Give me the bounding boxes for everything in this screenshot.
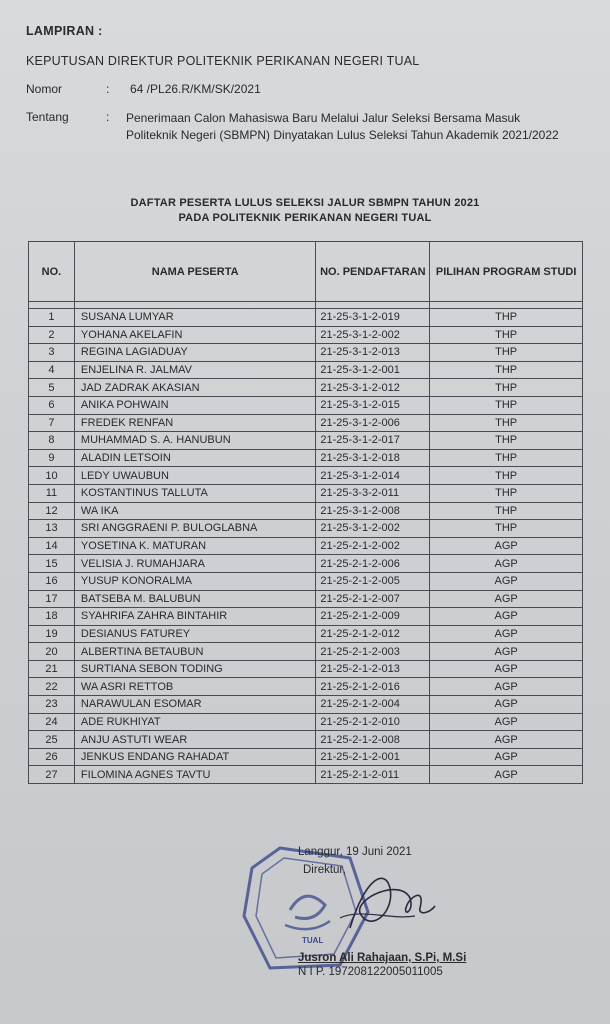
- cell-no: 17: [29, 590, 75, 608]
- signature-icon: [330, 858, 450, 948]
- cell-name: JAD ZADRAK AKASIAN: [74, 379, 315, 397]
- cell-program: THP: [430, 326, 583, 344]
- table-row: [29, 731, 583, 749]
- cell-program: AGP: [430, 731, 583, 749]
- cell-program: AGP: [430, 643, 583, 661]
- cell-no: 18: [29, 608, 75, 626]
- cell-no: 21: [29, 660, 75, 678]
- cell-name: LEDY UWAUBUN: [74, 467, 315, 485]
- cell-no: 24: [29, 713, 75, 731]
- table-body: [29, 302, 583, 784]
- cell-program: THP: [430, 432, 583, 450]
- cell-no: 3: [29, 344, 75, 362]
- table-row: [29, 309, 583, 327]
- cell-program: THP: [430, 502, 583, 520]
- place-date: Langgur, 19 Juni 2021: [298, 846, 412, 858]
- table-row: [29, 520, 583, 538]
- cell-program: THP: [430, 484, 583, 502]
- cell-registration: 21-25-2-1-2-005: [316, 572, 430, 590]
- cell-registration: 21-25-2-1-2-012: [316, 625, 430, 643]
- cell-registration: 21-25-2-1-2-010: [316, 713, 430, 731]
- cell-program: THP: [430, 379, 583, 397]
- cell-program: THP: [430, 309, 583, 327]
- cell-program: THP: [430, 449, 583, 467]
- cell-name: SYAHRIFA ZAHRA BINTAHIR: [74, 608, 315, 626]
- cell-registration: 21-25-2-1-2-007: [316, 590, 430, 608]
- cell-no: 27: [29, 766, 75, 784]
- table-row: [29, 748, 583, 766]
- cell-program: THP: [430, 467, 583, 485]
- table-row: [29, 344, 583, 362]
- cell-program: AGP: [430, 766, 583, 784]
- cell-no: 16: [29, 572, 75, 590]
- signer-name: Jusron Ali Rahajaan, S.Pi, M.Si: [298, 952, 467, 964]
- cell-program: AGP: [430, 590, 583, 608]
- cell-registration: 21-25-3-1-2-008: [316, 502, 430, 520]
- table-row: [29, 572, 583, 590]
- signer-nip: N I P. 197208122005011005: [298, 966, 443, 978]
- cell-name: SRI ANGGRAENI P. BULOGLABNA: [74, 520, 315, 538]
- header-registration: NO. PENDAFTARAN: [316, 242, 430, 302]
- cell-no: 8: [29, 432, 75, 450]
- table-spacer-row: [29, 302, 583, 309]
- cell-registration: 21-25-2-1-2-004: [316, 696, 430, 714]
- table-row: [29, 361, 583, 379]
- cell-registration: 21-25-2-1-2-016: [316, 678, 430, 696]
- table-row: [29, 449, 583, 467]
- cell-name: REGINA LAGIADUAY: [74, 344, 315, 362]
- table-row: [29, 766, 583, 784]
- cell-name: WA IKA: [74, 502, 315, 520]
- table-row: [29, 414, 583, 432]
- cell-program: AGP: [430, 572, 583, 590]
- cell-program: THP: [430, 344, 583, 362]
- nomor-label: Nomor: [26, 82, 63, 96]
- cell-name: ENJELINA R. JALMAV: [74, 361, 315, 379]
- cell-program: THP: [430, 361, 583, 379]
- cell-registration: 21-25-2-1-2-002: [316, 537, 430, 555]
- table-row: [29, 484, 583, 502]
- cell-program: AGP: [430, 625, 583, 643]
- cell-name: KOSTANTINUS TALLUTA: [74, 484, 315, 502]
- cell-no: 11: [29, 484, 75, 502]
- signer-position: Direktur,: [303, 864, 346, 876]
- nomor-value: 64 /PL26.R/KM/SK/2021: [130, 82, 261, 96]
- cell-name: ANIKA POHWAIN: [74, 396, 315, 414]
- cell-name: VELISIA J. RUMAHJARA: [74, 555, 315, 573]
- table-row: [29, 660, 583, 678]
- lampiran-label: LAMPIRAN :: [26, 24, 103, 38]
- table-row: [29, 502, 583, 520]
- cell-registration: 21-25-3-1-2-002: [316, 326, 430, 344]
- cell-no: 1: [29, 309, 75, 327]
- cell-name: ALBERTINA BETAUBUN: [74, 643, 315, 661]
- cell-program: THP: [430, 414, 583, 432]
- cell-program: THP: [430, 396, 583, 414]
- cell-name: YOSETINA K. MATURAN: [74, 537, 315, 555]
- table-row: [29, 590, 583, 608]
- cell-name: DESIANUS FATUREY: [74, 625, 315, 643]
- header-program: PILIHAN PROGRAM STUDI: [430, 242, 583, 302]
- cell-registration: 21-25-3-1-2-013: [316, 344, 430, 362]
- table-row: [29, 396, 583, 414]
- cell-registration: 21-25-3-3-2-011: [316, 484, 430, 502]
- cell-program: AGP: [430, 748, 583, 766]
- table-header-row: [29, 242, 583, 302]
- cell-no: 20: [29, 643, 75, 661]
- cell-no: 19: [29, 625, 75, 643]
- cell-name: BATSEBA M. BALUBUN: [74, 590, 315, 608]
- cell-no: 25: [29, 731, 75, 749]
- cell-name: ANJU ASTUTI WEAR: [74, 731, 315, 749]
- cell-name: MUHAMMAD S. A. HANUBUN: [74, 432, 315, 450]
- cell-program: AGP: [430, 555, 583, 573]
- cell-registration: 21-25-3-1-2-006: [316, 414, 430, 432]
- list-title-line2: PADA POLITEKNIK PERIKANAN NEGERI TUAL: [178, 212, 432, 224]
- cell-registration: 21-25-3-1-2-012: [316, 379, 430, 397]
- cell-name: ALADIN LETSOIN: [74, 449, 315, 467]
- cell-registration: 21-25-3-1-2-015: [316, 396, 430, 414]
- cell-no: 7: [29, 414, 75, 432]
- list-title-line1: DAFTAR PESERTA LULUS SELEKSI JALUR SBMPN TAHUN 2021: [130, 197, 480, 209]
- cell-no: 5: [29, 379, 75, 397]
- cell-no: 4: [29, 361, 75, 379]
- cell-registration: 21-25-3-1-2-018: [316, 449, 430, 467]
- decree-title: KEPUTUSAN DIREKTUR POLITEKNIK PERIKANAN NEGERI TUAL: [26, 54, 420, 68]
- cell-no: 22: [29, 678, 75, 696]
- table-row: [29, 537, 583, 555]
- stamp-text: TUAL: [302, 936, 324, 945]
- cell-name: YUSUP KONORALMA: [74, 572, 315, 590]
- table-row: [29, 326, 583, 344]
- cell-name: JENKUS ENDANG RAHADAT: [74, 748, 315, 766]
- cell-registration: 21-25-2-1-2-009: [316, 608, 430, 626]
- header-name: NAMA PESERTA: [74, 242, 315, 302]
- table-row: [29, 432, 583, 450]
- table-row: [29, 643, 583, 661]
- cell-program: AGP: [430, 713, 583, 731]
- cell-registration: 21-25-3-1-2-001: [316, 361, 430, 379]
- cell-name: YOHANA AKELAFIN: [74, 326, 315, 344]
- cell-name: SUSANA LUMYAR: [74, 309, 315, 327]
- cell-name: NARAWULAN ESOMAR: [74, 696, 315, 714]
- cell-program: AGP: [430, 678, 583, 696]
- tentang-label: Tentang: [26, 110, 69, 124]
- tentang-value: Penerimaan Calon Mahasiswa Baru Melalui Jalur Seleksi Bersama Masuk Politeknik Negeri (SBMPN) Dinyatakan Lulus Seleksi Tahun Akademik 2021/2022: [126, 111, 559, 142]
- table-row: [29, 379, 583, 397]
- cell-registration: 21-25-2-1-2-008: [316, 731, 430, 749]
- cell-no: 14: [29, 537, 75, 555]
- cell-name: SURTIANA SEBON TODING: [74, 660, 315, 678]
- cell-registration: 21-25-2-1-2-013: [316, 660, 430, 678]
- table-row: [29, 625, 583, 643]
- cell-registration: 21-25-3-1-2-014: [316, 467, 430, 485]
- cell-no: 26: [29, 748, 75, 766]
- tentang-colon: :: [106, 110, 110, 124]
- table-row: [29, 678, 583, 696]
- cell-name: FREDEK RENFAN: [74, 414, 315, 432]
- table-row: [29, 608, 583, 626]
- cell-name: WA ASRI RETTOB: [74, 678, 315, 696]
- cell-registration: 21-25-2-1-2-003: [316, 643, 430, 661]
- participants-table: [28, 241, 583, 784]
- table-row: [29, 713, 583, 731]
- cell-no: 9: [29, 449, 75, 467]
- cell-name: ADE RUKHIYAT: [74, 713, 315, 731]
- cell-no: 13: [29, 520, 75, 538]
- nomor-colon: :: [106, 82, 110, 96]
- table-row: [29, 555, 583, 573]
- cell-no: 15: [29, 555, 75, 573]
- table-row: [29, 696, 583, 714]
- cell-no: 10: [29, 467, 75, 485]
- cell-registration: 21-25-3-1-2-019: [316, 309, 430, 327]
- cell-program: AGP: [430, 608, 583, 626]
- cell-no: 2: [29, 326, 75, 344]
- cell-program: THP: [430, 520, 583, 538]
- cell-program: AGP: [430, 696, 583, 714]
- header-no: NO.: [29, 242, 75, 302]
- cell-registration: 21-25-3-1-2-002: [316, 520, 430, 538]
- cell-registration: 21-25-2-1-2-011: [316, 766, 430, 784]
- cell-name: FILOMINA AGNES TAVTU: [74, 766, 315, 784]
- cell-no: 23: [29, 696, 75, 714]
- cell-no: 6: [29, 396, 75, 414]
- table-row: [29, 467, 583, 485]
- cell-registration: 21-25-2-1-2-006: [316, 555, 430, 573]
- cell-program: AGP: [430, 660, 583, 678]
- cell-no: 12: [29, 502, 75, 520]
- cell-registration: 21-25-2-1-2-001: [316, 748, 430, 766]
- cell-program: AGP: [430, 537, 583, 555]
- cell-registration: 21-25-3-1-2-017: [316, 432, 430, 450]
